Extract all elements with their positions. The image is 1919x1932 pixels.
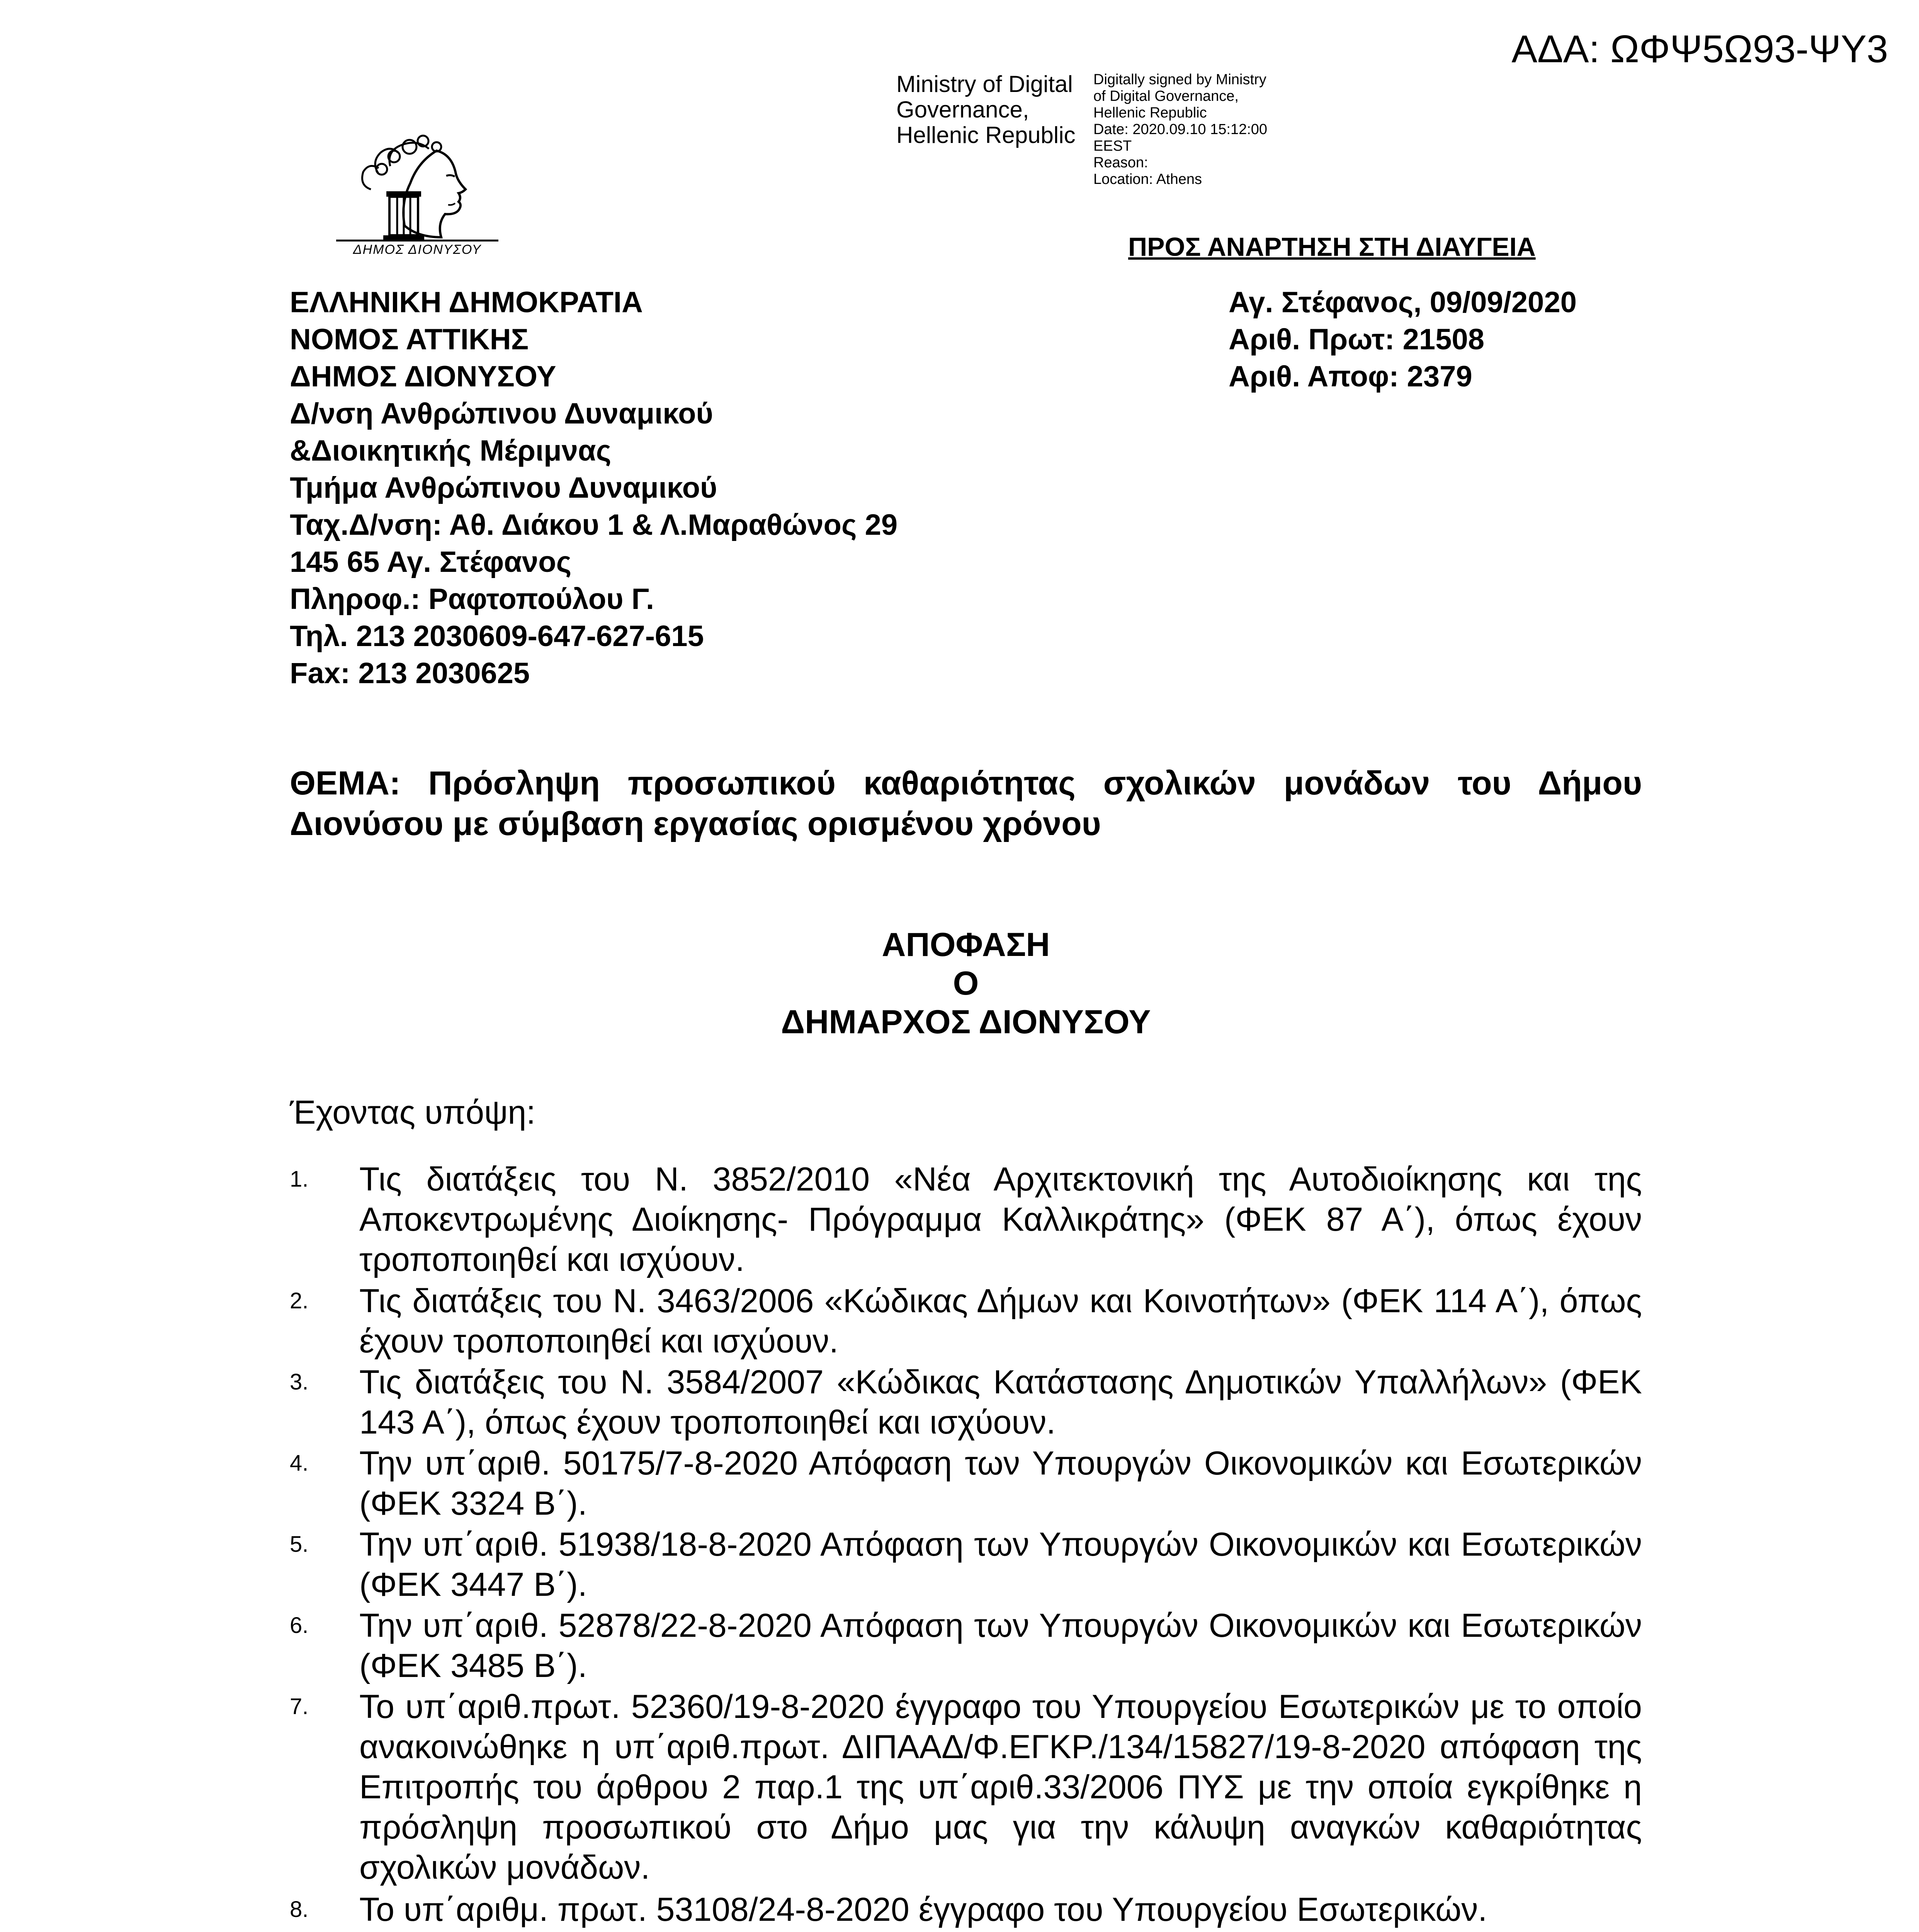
ada-code: ΑΔΑ: ΩΦΨ5Ω93-ΨΥ3 — [1511, 27, 1888, 71]
list-item — [290, 1443, 1642, 1524]
list-item-text: Την υπ΄αριθ. 51938/18-8-2020 Απόφαση των Υπουργών Οικονομικών και Εσωτερικών (ΦΕΚ 3447 Β΄). — [359, 1526, 1642, 1603]
posting-note: ΠΡΟΣ ΑΝΑΡΤΗΣΗ ΣΤΗ ΔΙΑΥΓΕΙΑ — [1128, 232, 1536, 262]
decision-heading-line: ΔΗΜΑΡΧΟΣ ΔΙΟΝΥΣΟΥ — [781, 1003, 1151, 1041]
signature-signer-line: Ministry of Digital — [896, 71, 1073, 97]
signature-detail-line: EEST — [1093, 138, 1132, 154]
list-item-number: 8. — [290, 1897, 309, 1922]
list-item-number: 3. — [290, 1369, 309, 1395]
list-item-text: Την υπ΄αριθ. 50175/7-8-2020 Απόφαση των Υπουργών Οικονομικών και Εσωτερικών (ΦΕΚ 3324 Β΄). — [359, 1445, 1642, 1522]
issuer-line: Ταχ.Δ/νση: Αθ. Διάκου 1 & Λ.Μαραθώνος 29 — [290, 509, 898, 541]
list-item — [290, 1889, 1642, 1930]
list-item-number: 2. — [290, 1288, 309, 1313]
signature-detail-line: Reason: — [1093, 155, 1148, 171]
issuer-header — [290, 284, 897, 692]
issuer-line: Fax: 213 2030625 — [290, 657, 530, 690]
considerations-intro: Έχοντας υπόψη: — [290, 1094, 536, 1131]
signature-detail-line: Hellenic Republic — [1093, 105, 1207, 121]
logo-caption: ΔΗΜΟΣ ΔΙΟΝΥΣΟΥ — [353, 242, 482, 257]
decision-heading — [290, 925, 1642, 1041]
issuer-line: 145 65 Αγ. Στέφανος — [290, 546, 572, 578]
signature-detail-line: Digitally signed by Ministry — [1093, 71, 1266, 88]
signature-detail-line: of Digital Governance, — [1093, 88, 1239, 104]
list-item-text: Το υπ΄αριθ.πρωτ. 52360/19-8-2020 έγγραφο του Υπουργείου Εσωτερικών με το οποίο ανακοινώθηκε η υπ΄αριθ.πρωτ. ΔΙΠΑΑΔ/Φ.ΕΓΚΡ./134/15827/19-8-2020 απόφαση της Επιτροπής του άρθρου 2 παρ.1 της υπ΄αριθ.33/2006 ΠΥΣ με την οποία εγκρίθηκε η πρόσληψη προσωπικού στο Δήμο μας για την κάλυψη αναγκών καθαριότητας σχολικών μονάδων. — [359, 1688, 1642, 1886]
issuer-line: &Διοικητικής Μέριμνας — [290, 434, 612, 467]
list-item — [290, 1605, 1642, 1686]
reference-header — [1229, 284, 1577, 395]
list-item-text: Τις διατάξεις του Ν. 3584/2007 «Κώδικας Κατάστασης Δημοτικών Υπαλλήλων» (ΦΕΚ 143 Α΄), όπως έχουν τροποποιηθεί και ισχύουν. — [359, 1364, 1642, 1441]
list-item-number: 6. — [290, 1613, 309, 1638]
document-date: Αγ. Στέφανος, 09/09/2020 — [1229, 286, 1577, 319]
issuer-line: Πληροφ.: Ραφτοπούλου Γ. — [290, 583, 654, 616]
list-item-text: Τις διατάξεις του Ν. 3852/2010 «Νέα Αρχιτεκτονική της Αυτοδιοίκησης και της Αποκεντρωμένης Διοίκησης- Πρόγραμμα Καλλικράτης» (ΦΕΚ 87 Α΄), όπως έχουν τροποποιηθεί και ισχύουν. — [359, 1161, 1642, 1278]
subject: ΘΕΜΑ: Πρόσληψη προσωπικού καθαριότητας σχολικών μονάδων του Δήμου Διονύσου με σύμβαση εργασίας ορισμένου χρόνου — [290, 765, 1642, 842]
issuer-line: ΔΗΜΟΣ ΔΙΟΝΥΣΟΥ — [290, 360, 556, 393]
issuer-line: Τμήμα Ανθρώπινου Δυναμικού — [290, 471, 717, 504]
issuer-line: ΕΛΛΗΝΙΚΗ ΔΗΜΟΚΡΑΤΙΑ — [290, 286, 643, 319]
list-item-number: 4. — [290, 1451, 309, 1476]
dionysus-head-logo-icon — [332, 124, 502, 263]
digital-signature-details — [1093, 71, 1267, 188]
digital-signature-signer — [896, 71, 1076, 148]
list-item-text: Την υπ΄αριθ. 52878/22-8-2020 Απόφαση των Υπουργών Οικονομικών και Εσωτερικών (ΦΕΚ 3485 Β΄). — [359, 1607, 1642, 1684]
decision-heading-line: Ο — [953, 965, 979, 1002]
list-item — [290, 1362, 1642, 1442]
signature-detail-line: Location: Athens — [1093, 171, 1202, 187]
signature-signer-line: Governance, — [896, 97, 1029, 122]
list-item-text: Το υπ΄αριθμ. πρωτ. 53108/24-8-2020 έγγραφο του Υπουργείου Εσωτερικών. — [359, 1891, 1487, 1928]
list-item — [290, 1524, 1642, 1605]
issuer-line: ΝΟΜΟΣ ΑΤΤΙΚΗΣ — [290, 323, 529, 356]
issuer-line: Τηλ. 213 2030609-647-627-615 — [290, 620, 704, 653]
list-item-number: 5. — [290, 1532, 309, 1557]
list-item — [290, 1281, 1642, 1361]
decision-heading-line: ΑΠΟΦΑΣΗ — [882, 926, 1050, 963]
list-item-number: 1. — [290, 1167, 309, 1192]
list-item-number: 7. — [290, 1694, 309, 1719]
signature-signer-line: Hellenic Republic — [896, 122, 1076, 148]
protocol-number: Αριθ. Πρωτ: 21508 — [1229, 323, 1484, 356]
list-item — [290, 1159, 1642, 1280]
list-item-text: Τις διατάξεις του Ν. 3463/2006 «Κώδικας Δήμων και Κοινοτήτων» (ΦΕΚ 114 Α΄), όπως έχουν τροποποιηθεί και ισχύουν. — [359, 1282, 1642, 1360]
list-item — [290, 1687, 1642, 1888]
decision-number: Αριθ. Αποφ: 2379 — [1229, 360, 1472, 393]
issuer-line: Δ/νση Ανθρώπινου Δυναμικού — [290, 397, 713, 430]
signature-detail-line: Date: 2020.09.10 15:12:00 — [1093, 121, 1268, 138]
